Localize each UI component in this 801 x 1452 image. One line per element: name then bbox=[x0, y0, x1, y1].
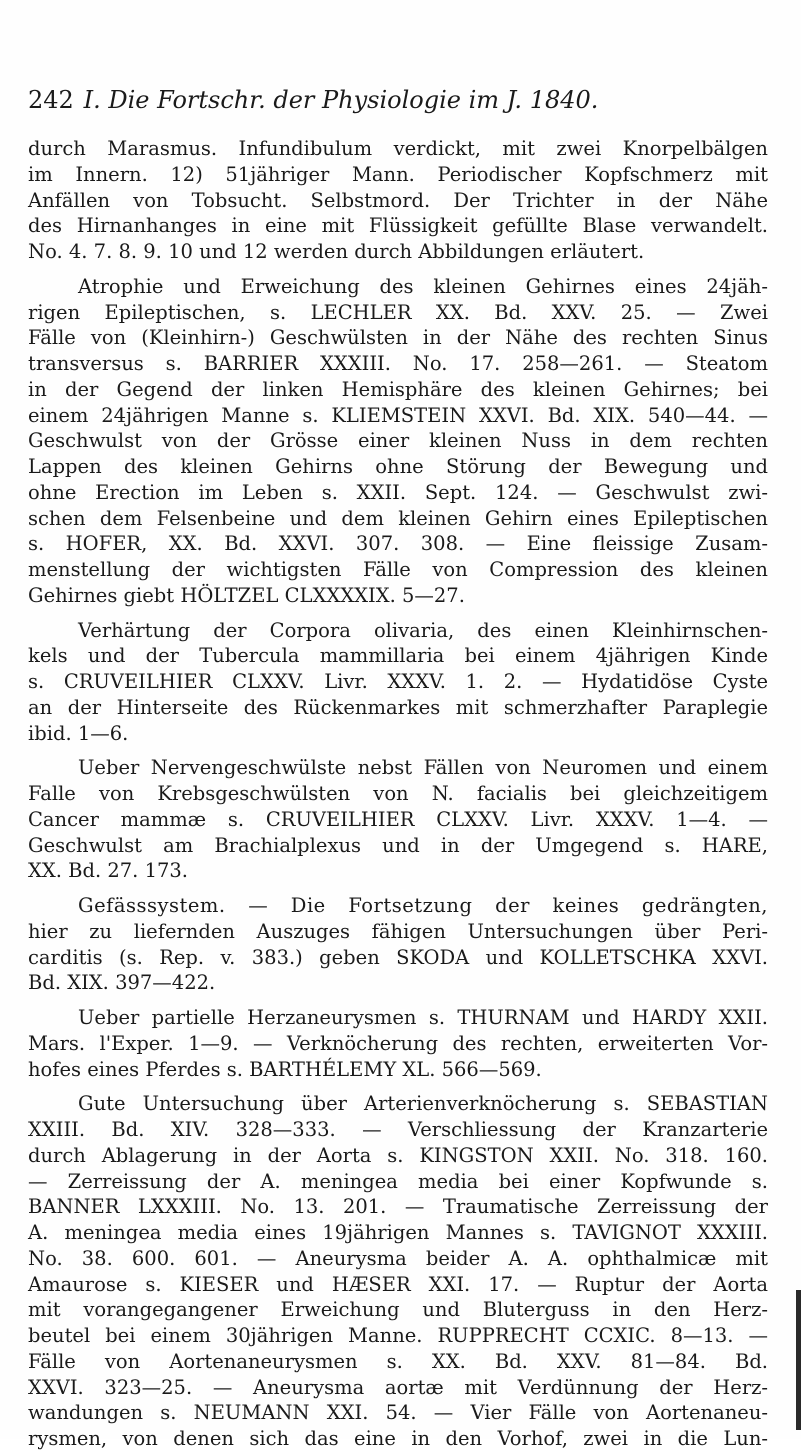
text-line: durch Marasmus. Infundibulum verdickt, mit zwei Knorpelbälgen bbox=[28, 137, 768, 160]
text-line: Gehirnes giebt HÖLTZEL CLXXXXIX. 5—27. bbox=[28, 583, 465, 607]
text-line: im Innern. 12) 51jähriger Mann. Periodischer Kopfschmerz mit bbox=[28, 162, 768, 186]
text-line: carditis (s. Rep. v. 383.) geben SKODA und KOLLETSCHKA XXVI. bbox=[28, 945, 768, 969]
paragraph bbox=[28, 618, 768, 747]
text-line: Fälle von Aortenaneurysmen s. XX. Bd. XXV. 81—84. Bd. bbox=[28, 1349, 768, 1373]
paragraph bbox=[28, 274, 768, 609]
text-line: Amaurose s. KIESER und HÆSER XXI. 17. — Ruptur der Aorta bbox=[28, 1272, 768, 1296]
text-line: Falle von Krebsgeschwülsten von N. facialis bei gleichzeitigem bbox=[28, 782, 768, 805]
text-line: rysmen, von denen sich das eine in den Vorhof, zwei in die Lun- bbox=[28, 1427, 768, 1450]
text-line: ibid. 1—6. bbox=[28, 721, 129, 745]
text-line: transversus s. BARRIER XXXIII. No. 17. 258—261. — Steatom bbox=[28, 352, 768, 375]
text-line: Fälle von (Kleinhirn-) Geschwülsten in der Nähe des rechten Sinus bbox=[28, 326, 768, 350]
text-line: hofes eines Pferdes s. BARTHÉLEMY XL. 566—569. bbox=[28, 1057, 542, 1081]
text-line: s. CRUVEILHIER CLXXV. Livr. XXXV. 1. 2. — Hydatidöse Cyste bbox=[28, 670, 768, 693]
text-line: Cancer mammæ s. CRUVEILHIER CLXXV. Livr. XXXV. 1—4. — bbox=[28, 807, 768, 831]
paragraph bbox=[28, 1091, 768, 1452]
page-edge-shadow bbox=[796, 1290, 801, 1430]
text-line: einem 24jährigen Manne s. KLIEMSTEIN XXVI. Bd. XIX. 540—44. — bbox=[28, 403, 768, 427]
paragraph bbox=[28, 755, 768, 884]
text-line: Anfällen von Tobsucht. Selbstmord. Der Trichter in der Nähe bbox=[28, 188, 768, 212]
text-line: Geschwulst am Brachialplexus und in der Umgegend s. HARE, bbox=[28, 833, 768, 857]
text-line: in der Gegend der linken Hemisphäre des kleinen Gehirnes; bei bbox=[28, 377, 768, 401]
text-line: des Hirnanhanges in eine mit Flüssigkeit gefüllte Blase verwandelt. bbox=[28, 214, 768, 238]
text-line: No. 4. 7. 8. 9. 10 und 12 werden durch Abbildungen erläutert. bbox=[28, 240, 645, 263]
text-line: kels und der Tubercula mammillaria bei einem 4jährigen Kinde bbox=[28, 644, 768, 668]
running-header bbox=[28, 84, 748, 116]
body-text bbox=[28, 136, 768, 1452]
text-line: an der Hinterseite des Rückenmarkes mit schmerzhafter Paraplegie bbox=[28, 695, 768, 719]
text-line: No. 38. 600. 601. — Aneurysma beider A. A. ophthalmicæ mit bbox=[28, 1246, 768, 1270]
text-line: Gute Untersuchung über Arterienverknöcherung s. SEBASTIAN bbox=[78, 1092, 768, 1116]
text-line: XXIII. Bd. XIV. 328—333. — Verschliessung der Kranzarterie bbox=[28, 1118, 768, 1141]
text-line: ohne Erection im Leben s. XXII. Sept. 124. — Geschwulst zwi- bbox=[28, 480, 768, 504]
text-line: A. meningea media eines 19jährigen Mannes s. TAVIGNOT XXXIII. bbox=[28, 1221, 768, 1244]
text-line: Ueber partielle Herzaneurysmen s. THURNAM und HARDY XXII. bbox=[78, 1006, 768, 1029]
text-line: s. HOFER, XX. Bd. XXVI. 307. 308. — Eine fleissige Zusam- bbox=[28, 532, 768, 556]
page-number: 242 bbox=[28, 86, 74, 114]
text-line: — Zerreissung der A. meningea media bei einer Kopfwunde s. bbox=[28, 1169, 768, 1193]
text-line: menstellung der wichtigsten Fälle von Compression des kleinen bbox=[28, 558, 768, 581]
text-line: Geschwulst von der Grösse einer kleinen Nuss in dem rechten bbox=[28, 429, 768, 453]
text-line: Bd. XIX. 397—422. bbox=[28, 971, 216, 995]
text-line: schen dem Felsenbeine und dem kleinen Gehirn eines Epileptischen bbox=[28, 506, 768, 530]
text-line: Mars. l'Exper. 1—9. — Verknöcherung des rechten, erweiterten Vor- bbox=[28, 1031, 768, 1055]
text-line: Ueber Nervengeschwülste nebst Fällen von Neuromen und einem bbox=[78, 756, 768, 780]
text-line: wandungen s. NEUMANN XXI. 54. — Vier Fälle von Aortenaneu- bbox=[28, 1401, 768, 1425]
text-line: mit vorangegangener Erweichung und Bluterguss in den Herz- bbox=[28, 1298, 768, 1322]
text-line: hier zu liefernden Auszuges fähigen Untersuchungen über Peri- bbox=[28, 919, 768, 943]
header-title: I. Die Fortschr. der Physiologie im J. 1840. bbox=[83, 86, 599, 114]
text-line: Lappen des kleinen Gehirns ohne Störung der Bewegung und bbox=[28, 455, 768, 478]
text-line: Gefässsystem. — Die Fortsetzung der keines gedrängten, bbox=[78, 894, 768, 917]
paragraph bbox=[28, 1005, 768, 1082]
text-line: beutel bei einem 30jährigen Manne. RUPPRECHT CCXIC. 8—13. — bbox=[28, 1324, 768, 1347]
text-line: Verhärtung der Corpora olivaria, des einen Kleinhirnschen- bbox=[78, 618, 768, 642]
text-line: XXVI. 323—25. — Aneurysma aortæ mit Verdünnung der Herz- bbox=[28, 1375, 768, 1399]
text-line: XX. Bd. 27. 173. bbox=[28, 859, 188, 883]
text-line: durch Ablagerung in der Aorta s. KINGSTON XXII. No. 318. 160. bbox=[28, 1143, 768, 1167]
text-line: BANNER LXXXIII. No. 13. 201. — Traumatische Zerreissung der bbox=[28, 1195, 768, 1219]
text-line: rigen Epileptischen, s. LECHLER XX. Bd. XXV. 25. — Zwei bbox=[28, 300, 768, 324]
text-line: Atrophie und Erweichung des kleinen Gehirnes eines 24jäh- bbox=[78, 274, 768, 298]
paragraph bbox=[28, 136, 768, 265]
paragraph bbox=[28, 893, 768, 996]
